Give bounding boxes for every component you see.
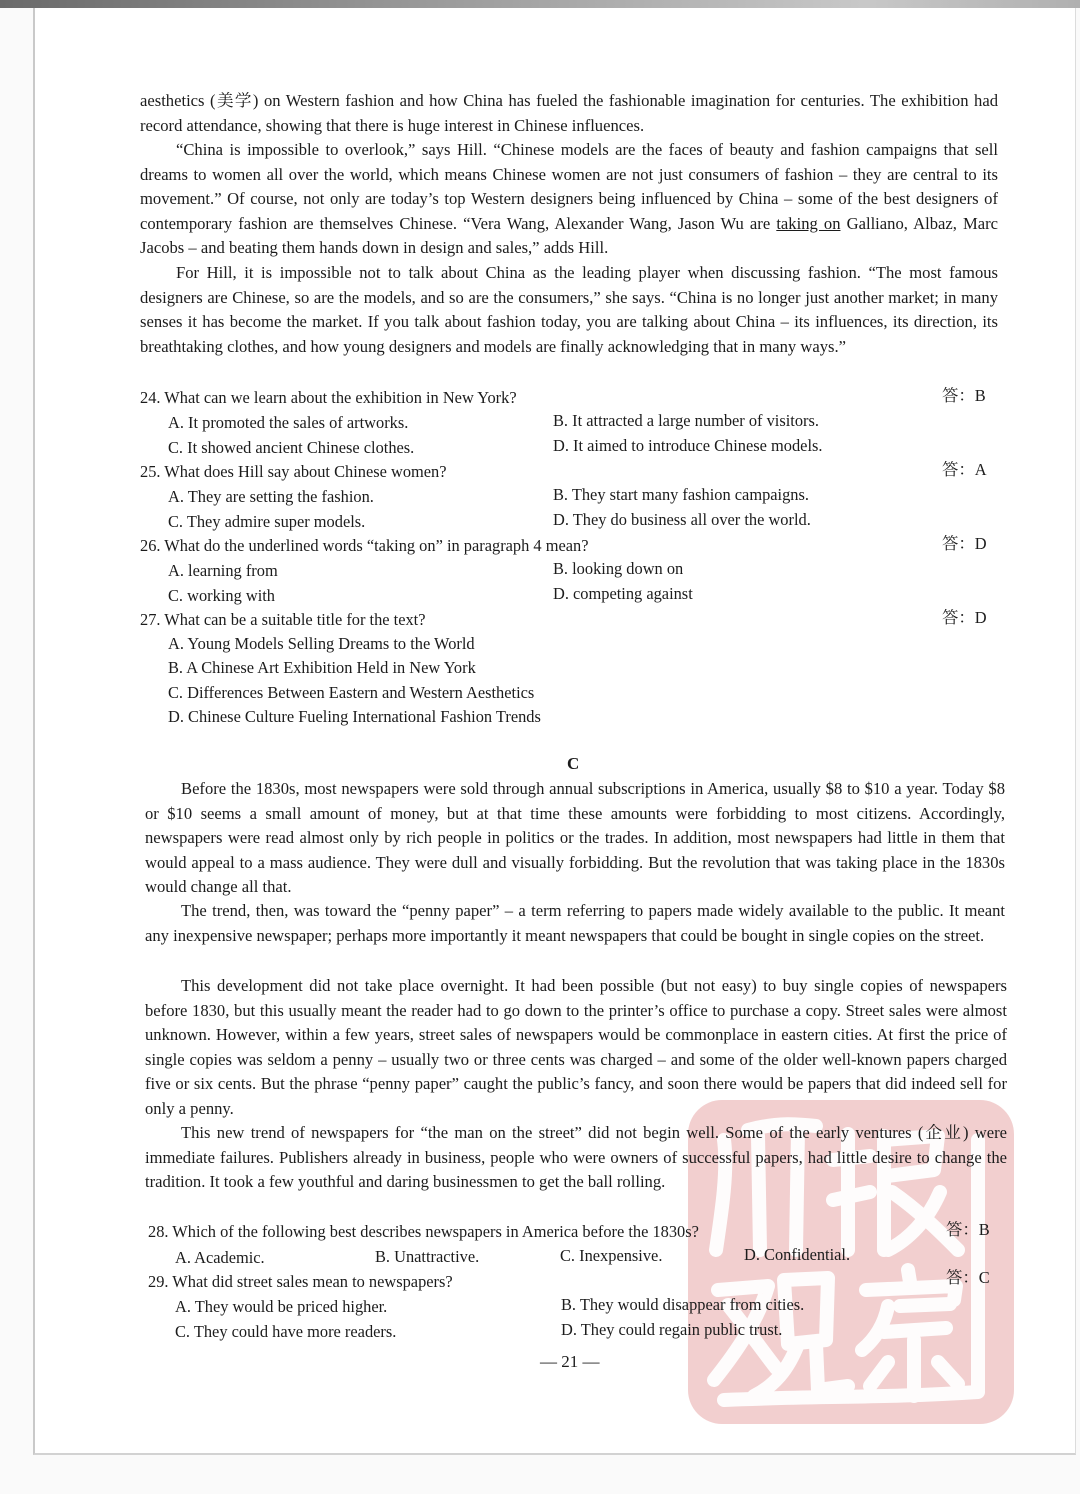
passage-b-paragraph-1: aesthetics (美学) on Western fashion and how China has fueled the fashionable imagination for centuries. The exhibition had record attendance, showing that there is huge interest in Chinese influences.: [140, 91, 998, 135]
passage-c-paragraph-3: This development did not take place overnight. It had been possible (but not easy) to buy single copies of newspapers before 1830, but this usually meant the reader had to go down to the printer’s office to purchase a copy. Street sales were almost unknown. However, within a few years, street sales of newspapers would be commonplace in eastern cities. At first the price of single copies was seldom a penny – usually two or three cents was charged – and some of the older well-known papers charged five or six cents. But the phrase “penny paper” caught the public’s fancy, and soon there would be papers that did indeed sell for only a penny.: [145, 976, 1007, 1118]
passage-c-paragraph-2: The trend, then, was toward the “penny paper” – a term referring to papers made widely available to the public. It meant any inexpensive newspaper; perhaps more importantly it meant newspapers that could be bought in single copies on the street.: [145, 901, 1005, 945]
section-heading-c: C: [567, 754, 580, 773]
question-29-option-b: B. They would disappear from cities.: [561, 1295, 805, 1314]
question-26-option-c: C. working with: [168, 586, 275, 605]
question-28-option-b: B. Unattractive.: [375, 1247, 480, 1266]
question-24-option-d: D. It aimed to introduce Chinese models.: [553, 436, 823, 455]
question-28-option-c: C. Inexpensive.: [560, 1246, 663, 1265]
question-28-option-d: D. Confidential.: [744, 1245, 851, 1264]
question-29-option-c: C. They could have more readers.: [175, 1322, 397, 1341]
question-24-answer: 答：B: [942, 386, 986, 405]
question-27-stem: 27. What can be a suitable title for the text?: [140, 610, 426, 629]
question-29-answer: 答：C: [946, 1268, 990, 1287]
question-24-option-a: A. It promoted the sales of artworks.: [168, 413, 409, 432]
question-28-stem: 28. Which of the following best describes newspapers in America before the 1830s?: [148, 1222, 699, 1241]
question-25-option-d: D. They do business all over the world.: [553, 510, 811, 529]
passage-c-paragraph-1: Before the 1830s, most newspapers were sold through annual subscriptions in America, usually $8 to $10 a year. Today $8 or $10 seems a small amount of money, but at that time these amounts were forbidding to most citizens. Accordingly, newspapers were read almost only by rich people in politics or the trades. In addition, most newspapers had little in them that would appeal to a mass audience. They were dull and visually forbidding. But the revolution that was taking place in the 1830s would change all that.: [145, 779, 1005, 897]
question-24-option-c: C. It showed ancient Chinese clothes.: [168, 438, 415, 457]
question-27-option-c: C. Differences Between Eastern and Western Aesthetics: [168, 683, 535, 702]
question-26-answer: 答：D: [942, 534, 987, 553]
question-25-option-a: A. They are setting the fashion.: [168, 487, 374, 506]
question-27-answer: 答：D: [942, 608, 987, 627]
passage-b-paragraph-3: For Hill, it is impossible not to talk about China as the leading player when discussing fashion. “The most famous designers are Chinese, so are the models, and so are the consumers,” she says. “China is no longer just another market; in many senses it has become the market. If you talk about fashion today, you are talking about China – its influences, its direction, its breathtaking clothes, and how young designers and models are finally acknowledging that in many ways.”: [140, 263, 998, 356]
question-26-option-d: D. competing against: [553, 584, 693, 603]
question-28-answer: 答：B: [946, 1220, 990, 1239]
question-25-stem: 25. What does Hill say about Chinese women?: [140, 462, 447, 481]
question-29-option-a: A. They would be priced higher.: [175, 1297, 388, 1316]
question-24-option-b: B. It attracted a large number of visitors.: [553, 411, 819, 430]
question-29-option-d: D. They could regain public trust.: [561, 1320, 783, 1339]
question-27-option-b: B. A Chinese Art Exhibition Held in New York: [168, 658, 476, 677]
passage-b-paragraph-2: “China is impossible to overlook,” says Hill. “Chinese models are the faces of beauty and fashion campaigns that sell dreams to women all over the world, which means Chinese women are not just consumers of fashion – they are central to its movement.” Of course, not only are today’s top Western designers being influenced by China – some of the best designers of contemporary fashion are themselves Chinese. “Vera Wang, Alexander Wang, Jason Wu are taking on Galliano, Albaz, Marc Jacobs – and beating them hands down in design and sales,” adds Hill.: [140, 140, 998, 258]
question-26-option-b: B. looking down on: [553, 559, 684, 578]
question-28-option-a: A. Academic.: [175, 1248, 265, 1267]
question-25-answer: 答：A: [942, 460, 987, 479]
question-26-stem: 26. What do the underlined words “taking on” in paragraph 4 mean?: [140, 536, 589, 555]
question-26-option-a: A. learning from: [168, 561, 278, 580]
question-24-stem: 24. What can we learn about the exhibition in New York?: [140, 388, 517, 407]
question-27-option-a: A. Young Models Selling Dreams to the World: [168, 634, 475, 653]
underlined-phrase: taking on: [776, 213, 841, 233]
page-number: — 21 —: [540, 1352, 600, 1371]
passage-c-paragraph-4: This new trend of newspapers for “the man on the street” did not begin well. Some of the early ventures (企业) were immediate failures. Publishers already in business, people who were owners of successful papers, had little desire to change the tradition. It took a few youthful and daring businessmen to get the ball rolling.: [145, 1123, 1007, 1192]
question-27-option-d: D. Chinese Culture Fueling International Fashion Trends: [168, 707, 541, 726]
question-25-option-c: C. They admire super models.: [168, 512, 366, 531]
question-29-stem: 29. What did street sales mean to newspapers?: [148, 1272, 453, 1291]
question-25-option-b: B. They start many fashion campaigns.: [553, 485, 809, 504]
